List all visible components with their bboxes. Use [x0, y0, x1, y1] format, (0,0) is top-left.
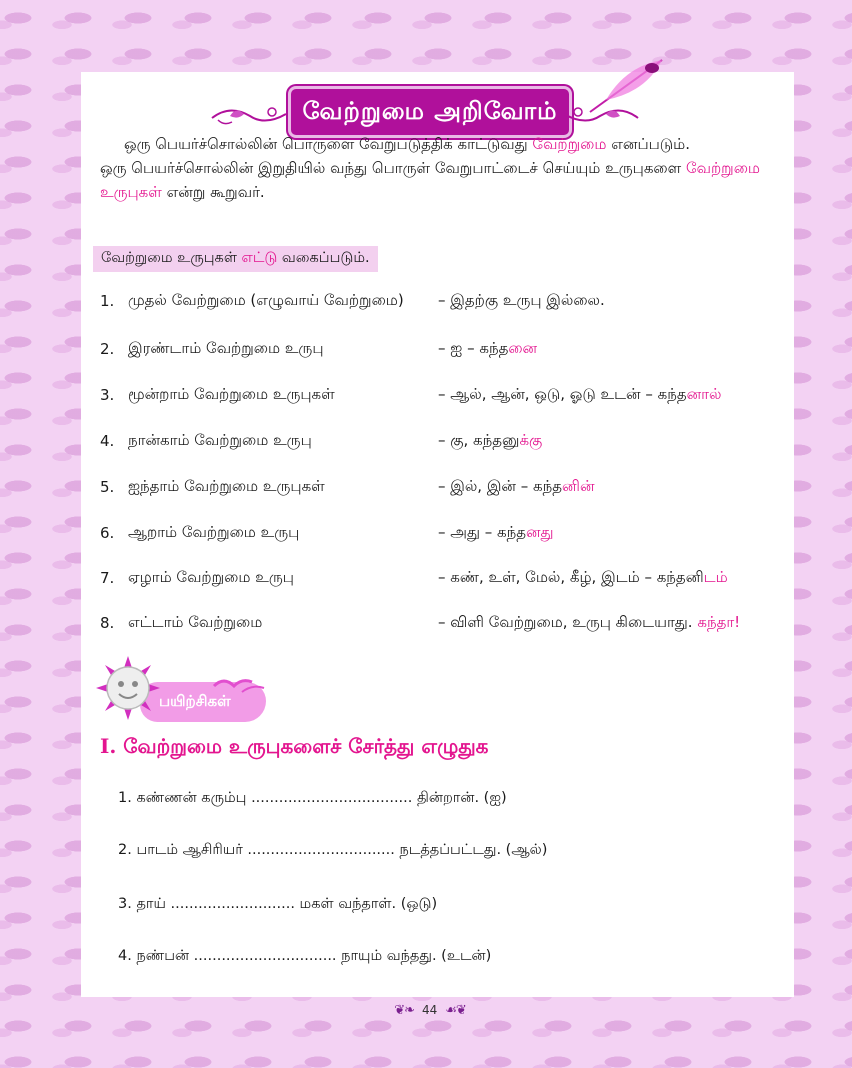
case-name: ஐந்தாம் வேற்றுமை உருபுகள்: [128, 477, 325, 495]
case-number: 8.: [100, 614, 115, 632]
birds-icon: [212, 674, 268, 696]
summary-bar: [93, 246, 378, 272]
left-ornament-icon: ❦❧: [394, 1002, 414, 1018]
summary-text: வேற்றுமை உருபுகள்: [101, 250, 237, 266]
case-row: [100, 430, 543, 452]
highlight-term: எட்டு: [241, 250, 278, 266]
summary-text: வகைப்படும்.: [281, 250, 370, 266]
intro-text: எனப்படும்.: [606, 135, 691, 153]
exercise-item: 1. கண்ணன் கரும்பு ................................... தின்றான். (ஐ): [118, 790, 507, 806]
case-value: – இதற்கு உருபு இல்லை.: [438, 291, 605, 309]
intro-paragraph: [100, 132, 760, 204]
feather-icon: [586, 56, 666, 116]
case-name: எட்டாம் வேற்றுமை: [128, 613, 263, 631]
highlight-term: வேற்றுமை உருபுகள்: [100, 159, 760, 201]
case-highlight: னின்: [562, 477, 595, 495]
case-row: [100, 612, 741, 634]
case-value: – ஆல், ஆன், ஒடு, ஓடு உடன் – கந்த: [438, 385, 687, 403]
case-highlight: னது: [525, 523, 554, 541]
case-name: மூன்றாம் வேற்றுமை உருபுகள்: [128, 385, 335, 403]
intro-text: என்று கூறுவர்.: [161, 183, 265, 201]
case-value: – அது – கந்த: [438, 523, 526, 541]
case-row: [100, 290, 605, 312]
case-name: ஏழாம் வேற்றுமை உருபு: [128, 568, 294, 586]
case-name: ஆறாம் வேற்றுமை உருபு: [128, 523, 300, 541]
case-number: 3.: [100, 386, 115, 404]
highlight-term: வேற்றுமை: [532, 135, 607, 153]
case-number: 4.: [100, 432, 115, 450]
exercise-item: 3. தாய் ........................... மகள் வந்தாள். (ஒடு): [118, 896, 438, 912]
case-highlight: னால்: [686, 385, 722, 403]
case-row: [100, 384, 722, 406]
case-value: – இல், இன் – கந்த: [438, 477, 563, 495]
case-number: 7.: [100, 569, 115, 587]
page-title: வேற்றுமை அறிவோம்: [302, 96, 558, 125]
case-value: – ஐ – கந்த: [438, 339, 509, 357]
title-banner: [210, 78, 640, 140]
title-box: [288, 86, 572, 138]
case-name: நான்காம் வேற்றுமை உருபு: [128, 431, 312, 449]
intro-text: ஒரு பெயர்ச்சொல்லின் இறுதியில் வந்து பொருள் வேறுபாட்டைச் செய்யும் உருபுகளை: [100, 159, 686, 177]
case-highlight: க்கு: [519, 431, 543, 449]
case-value: – விளி வேற்றுமை, உருபு கிடையாது.: [438, 613, 698, 631]
case-name: இரண்டாம் வேற்றுமை உருபு: [128, 339, 324, 357]
page-number: 44: [421, 1003, 438, 1017]
case-number: 5.: [100, 478, 115, 496]
case-row: [100, 567, 728, 589]
left-flourish-icon: [210, 100, 290, 130]
section-heading: I. வேற்றுமை உருபுகளைச் சேர்த்து எழுதுக: [100, 734, 489, 758]
case-highlight: கந்தா!: [697, 613, 741, 631]
case-value: – கண், உள், மேல், கீழ், இடம் – கந்தனி: [438, 568, 704, 586]
case-number: 2.: [100, 340, 115, 358]
exercise-item: 4. நண்பன் ............................... நாயும் வந்தது. (உடன்): [118, 948, 492, 964]
case-number: 6.: [100, 524, 115, 542]
smiling-sun-icon: [96, 656, 160, 720]
right-ornament-icon: ☙❦: [445, 1002, 466, 1018]
case-row: [100, 522, 554, 544]
page-footer: [360, 1000, 500, 1020]
exercise-label: பயிற்சிகள்: [159, 692, 231, 710]
case-value: – கு, கந்தனு: [438, 431, 520, 449]
case-row: [100, 476, 595, 498]
case-highlight: னை: [508, 339, 538, 357]
exercise-item: 2. பாடம் ஆசிரியர் ................................ நடத்தப்பட்டது. (ஆல்): [118, 842, 548, 858]
intro-text: ஒரு பெயர்ச்சொல்லின் பொருளை வேறுபடுத்திக் காட்டுவது: [124, 135, 533, 153]
case-highlight: டம்: [703, 568, 728, 586]
case-name: முதல் வேற்றுமை (எழுவாய் வேற்றுமை): [128, 291, 404, 309]
case-row: [100, 338, 538, 360]
case-number: 1.: [100, 292, 115, 310]
